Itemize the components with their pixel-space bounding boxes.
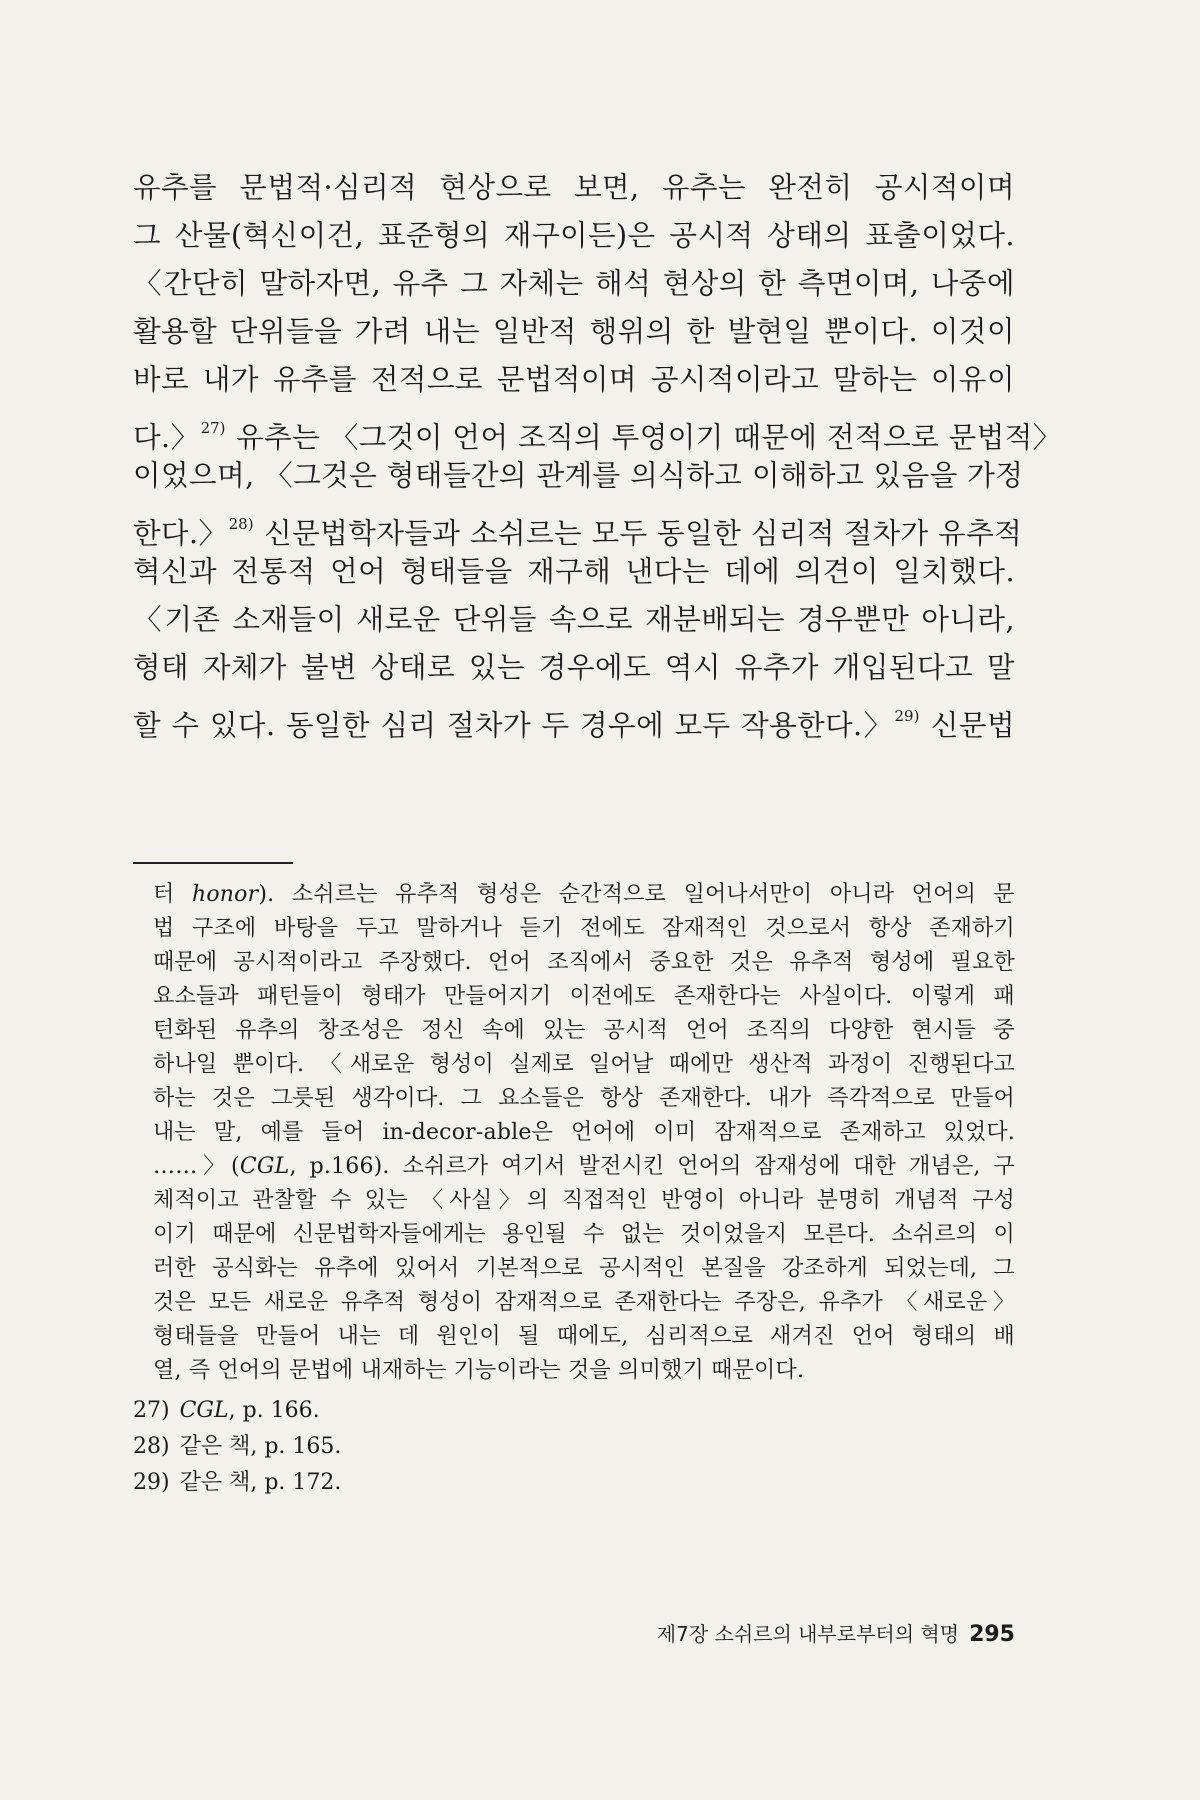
- body-text: 다.〉: [133, 421, 200, 454]
- footnote-line: 체적이고 관찰할 수 있는 〈사실〉의 직접적인 반영이 아니라 분명히 개념적 구성: [153, 1188, 1015, 1213]
- footnote-line: 이기 때문에 신문법학자들에게는 용인될 수 없는 것이었을지 모른다. 소쉬르의 이: [153, 1222, 1015, 1247]
- footnote-line: 열, 즉 언어의 문법에 내재하는 기능이라는 것을 의미했기 때문이다.: [153, 1358, 805, 1383]
- footnote-text: 같은 책, p. 172.: [179, 1470, 342, 1495]
- footnote-line: 형태들을 만들어 내는 데 원인이 될 때에도, 심리적으로 새겨진 언어 형태의 배: [153, 1324, 1015, 1349]
- footnote-number: 28): [133, 1434, 170, 1459]
- footnote-italic: CGL: [179, 1398, 229, 1423]
- footnote-ref-28: 28): [228, 515, 254, 533]
- footnote-number: 29): [133, 1470, 170, 1495]
- body-line: 그 산물(혁신이건, 표준형의 재구이든)은 공시적 상태의 표출이었다.: [133, 219, 1015, 252]
- footnote-29: [133, 1468, 341, 1498]
- footnote-italic: CGL: [239, 1154, 290, 1179]
- body-line: 〈기존 소재들이 새로운 단위들 속으로 재분배되는 경우뿐만 아니라,: [133, 603, 1015, 636]
- footnote-text: , p. 166.: [228, 1398, 320, 1423]
- body-line: 혁신과 전통적 언어 형태들을 재구해 낸다는 데에 의견이 일치했다.: [133, 555, 1015, 588]
- chapter-title: 제7장 소쉬르의 내부로부터의 혁명: [656, 1622, 960, 1646]
- footnote-italic: honor: [191, 882, 259, 907]
- footnote-line: 턴화된 유추의 창조성은 정신 속에 있는 공시적 언어 조직의 다양한 현시들 중: [153, 1018, 1015, 1043]
- footnote-rule: [133, 862, 293, 864]
- body-line: 바로 내가 유추를 전적으로 문법적이며 공시적이라고 말하는 이유이: [133, 363, 1015, 396]
- footnote-line: 것은 모든 새로운 유추적 형성이 잠재적으로 존재한다는 주장은, 유추가 〈새로운〉: [153, 1290, 1015, 1315]
- body-text: 신문법: [920, 709, 1016, 742]
- footnote-line: [153, 1152, 1015, 1184]
- body-line: 활용할 단위들을 가려 내는 일반적 행위의 한 발현일 뿐이다. 이것이: [133, 315, 1015, 348]
- footnote-line: [153, 880, 1015, 912]
- footnote-ref-29: 29): [894, 707, 920, 725]
- footnote-27: [133, 1396, 320, 1426]
- footnote-text: 터: [153, 882, 192, 907]
- running-footer: [657, 1618, 1015, 1647]
- body-line: [133, 408, 1062, 454]
- body-line: 이었으며, 〈그것은 형태들간의 관계를 의식하고 이해하고 있음을 가정: [133, 459, 1024, 492]
- footnote-28: [133, 1432, 341, 1462]
- body-text: 할 수 있다. 동일한 심리 절차가 두 경우에 모두 작용한다.〉: [133, 709, 894, 742]
- footnote-line: 러한 공식화는 유추에 있어서 기본적으로 공시적인 본질을 강조하게 되었는데, 그: [153, 1256, 1015, 1281]
- footnote-line: 때문에 공시적이라고 주장했다. 언어 조직에서 중요한 것은 유추적 형성에 필요한: [153, 950, 1015, 975]
- footnote-number: 27): [133, 1398, 170, 1423]
- body-text: 신문법학자들과 소쉬르는 모두 동일한 심리적 절차가 유추적: [254, 517, 1023, 550]
- footnote-line: 하는 것은 그릇된 생각이다. 그 요소들은 항상 존재한다. 내가 즉각적으로 만들어: [153, 1086, 1015, 1111]
- body-line: 〈간단히 말하자면, 유추 그 자체는 해석 현상의 한 측면이며, 나중에: [133, 267, 1015, 300]
- footnote-ref-27: 27): [200, 419, 226, 437]
- footnote-text: ). 소쉬르는 유추적 형성은 순간적으로 일어나서만이 아니라 언어의 문: [258, 882, 1015, 907]
- footnote-line: 요소들과 패턴들이 형태가 만들어지기 이전에도 존재한다는 사실이다. 이렇게 패: [153, 984, 1015, 1009]
- page-number: 295: [969, 1622, 1015, 1647]
- footnote-line: 내는 말, 예를 들어 in-decor-able은 언어에 이미 잠재적으로 존재하고 있었다.: [153, 1120, 1015, 1145]
- body-line: [133, 696, 1015, 740]
- footnote-line: 법 구조에 바탕을 두고 말하거나 듣기 전에도 잠재적인 것으로서 항상 존재하기: [153, 916, 1015, 941]
- footnote-text: 같은 책, p. 165.: [179, 1434, 342, 1459]
- body-line: 형태 자체가 불변 상태로 있는 경우에도 역시 유추가 개입된다고 말: [133, 651, 1015, 684]
- body-line: [133, 504, 1023, 550]
- body-line: 유추를 문법적·심리적 현상으로 보면, 유추는 완전히 공시적이며: [133, 171, 1015, 204]
- footnote-line: 하나일 뿐이다. 〈새로운 형성이 실제로 일어날 때에만 생산적 과정이 진행된다고: [153, 1052, 1015, 1077]
- body-text: 한다.〉: [133, 517, 228, 550]
- footnote-text: ……〉(: [153, 1154, 240, 1179]
- body-text: 유추는 〈그것이 언어 조직의 투영이기 때문에 전적으로 문법적〉: [226, 421, 1062, 454]
- footnote-text: , p.166). 소쉬르가 여기서 발전시킨 언어의 잠재성에 대한 개념은, 구: [289, 1154, 1015, 1179]
